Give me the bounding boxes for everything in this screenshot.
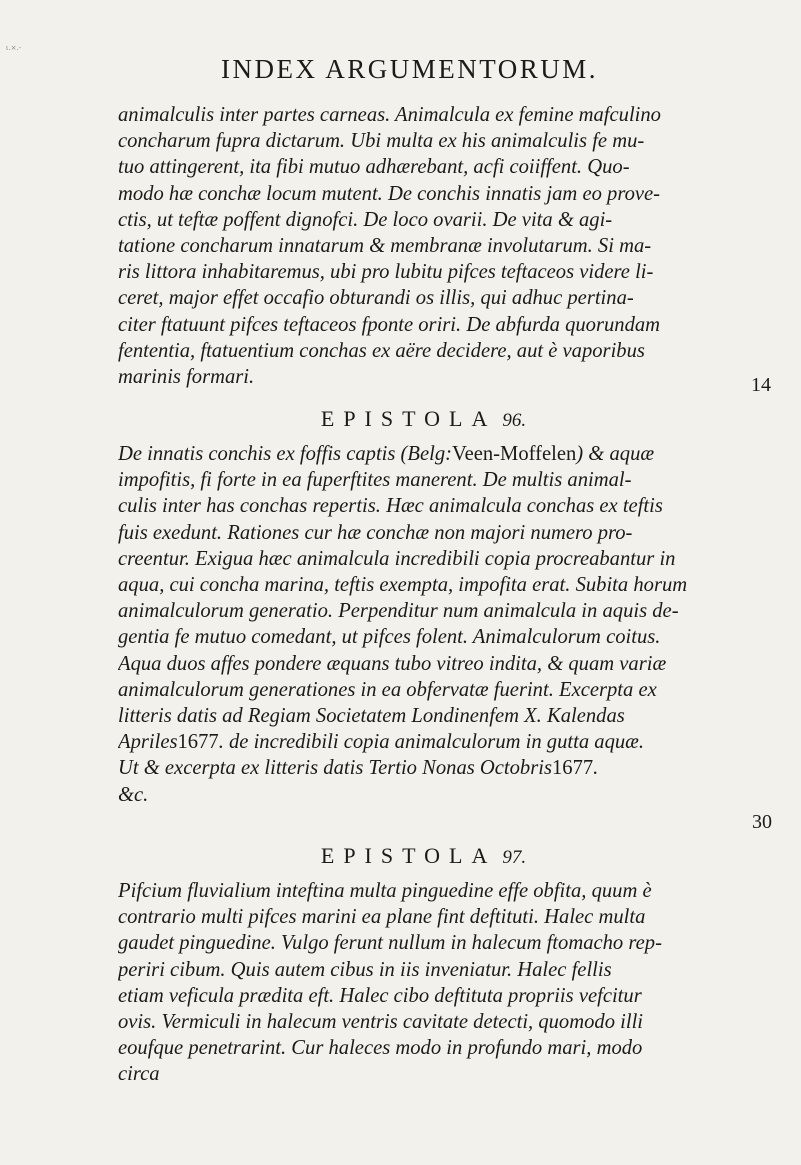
text-line: litteris datis ad Regiam Societatem Londinenfem X. Kalendas [118, 705, 625, 728]
text-segment: Veen-Moffelen [452, 443, 577, 465]
text-line: Aqua duos affes pondere æquans tubo vitreo indita, & quam variæ [118, 652, 667, 675]
epistola-title: EPISTOLA [320, 843, 497, 868]
text-line: modo hæ conchæ locum mutent. De conchis innatis jam eo prove- [118, 182, 661, 205]
page-reference: 30 [752, 811, 772, 833]
text-line: impofitis, fi forte in ea fuperftites manerent. De multis animal- [118, 469, 632, 492]
text-segment: Apriles [118, 731, 178, 754]
text-line: circa [118, 1063, 160, 1086]
text-line: etiam veficula prædita eft. Halec cibo deftituta propriis vefcitur [118, 984, 642, 1007]
epistola-heading [0, 406, 801, 432]
epistola-number: 97. [502, 847, 527, 868]
text-line: gaudet pinguedine. Vulgo ferunt nullum in halecum ftomacho rep- [118, 932, 662, 955]
text-line: animalculorum generatio. Perpenditur num animalcula in aquis de- [118, 600, 679, 623]
epistola-summary [118, 878, 773, 1088]
text-line: ovis. Vermiculi in halecum ventris cavitate detecti, quomodo illi [118, 1011, 644, 1034]
text-line: ctis, ut teftæ poffent dignofci. De loco ovarii. De vita & agi- [118, 208, 613, 231]
running-head: INDEX ARGUMENTORUM. [220, 54, 598, 84]
text-segment: . [593, 757, 599, 780]
text-line: aqua, cui concha marina, teftis exempta, impofita erat. Subita horum [118, 574, 688, 597]
text-line: ris littora inhabitaremus, ubi pro lubitu pifces teftaceos videre li- [118, 261, 654, 284]
text-line: &c. [118, 783, 149, 806]
text-line: tuo attingerent, ita fibi mutuo adhærebant, acfi coiiffent. Quo- [118, 156, 630, 179]
text-line: Pifcium fluvialium inteftina multa pinguedine effe obfita, quum è [118, 880, 652, 902]
text-line: animalculorum generationes in ea obfervatæ fuerint. Excerpta ex [118, 678, 657, 701]
text-segment: Ut & excerpta ex litteris datis Tertio Nonas Octobris [118, 757, 552, 780]
text-line [118, 441, 773, 467]
text-line: tatione concharum innatarum & membranæ involutarum. Si ma- [118, 235, 652, 258]
text-line: contrario multi pifces marini ea plane fint deftituti. Halec multa [118, 906, 646, 929]
text-line: periri cibum. Quis autem cibus in iis inveniatur. Halec fellis [118, 958, 612, 981]
text-line: ceret, major effet occafio obturandi os illis, qui adhuc pertina- [118, 287, 634, 310]
text-segment: . de incredibili copia animalculorum in gutta aquæ. [218, 731, 645, 754]
text-line: animalculis inter partes carneas. Animalcula ex femine mafculino [118, 104, 661, 126]
text-line: eoufque penetrarint. Cur haleces modo in profundo mari, modo [118, 1037, 643, 1060]
epistola-heading [0, 843, 801, 869]
text-line [118, 729, 773, 755]
epistola-number: 96. [502, 410, 527, 431]
text-line: creentur. Exigua hæc animalcula incredibili copia procreabantur in [118, 547, 676, 570]
text-segment: 1677 [177, 731, 219, 754]
text-line: fententia, ftatuentium conchas ex aëre decidere, aut è vaporibus [118, 339, 645, 362]
text-line: citer ftatuunt pifces teftaceos fponte oriri. De abfurda quorundam [118, 313, 661, 336]
text-line: culis inter has conchas repertis. Hæc animalcula conchas ex teftis [118, 495, 663, 518]
text-segment: 1677 [551, 757, 594, 780]
corner-mark: ι.×.- [6, 44, 22, 52]
text-line: marinis formari. [118, 366, 255, 389]
page-reference: 14 [751, 374, 771, 396]
text-segment: De innatis conchis ex foffis captis (Belg: [118, 443, 453, 465]
text-line [118, 755, 773, 781]
text-line: concharum fupra dictarum. Ubi multa ex his animalculis fe mu- [118, 130, 645, 153]
epistola-summary [118, 441, 773, 808]
text-line: fuis exedunt. Rationes cur hæ conchæ non majori numero pro- [118, 521, 633, 544]
text-segment: ) & aquæ [576, 443, 655, 465]
epistola-title: EPISTOLA [320, 406, 497, 431]
text-line: gentia fe mutuo comedant, ut pifces folent. Animalculorum coitus. [118, 626, 661, 649]
section-continuation [118, 102, 773, 390]
